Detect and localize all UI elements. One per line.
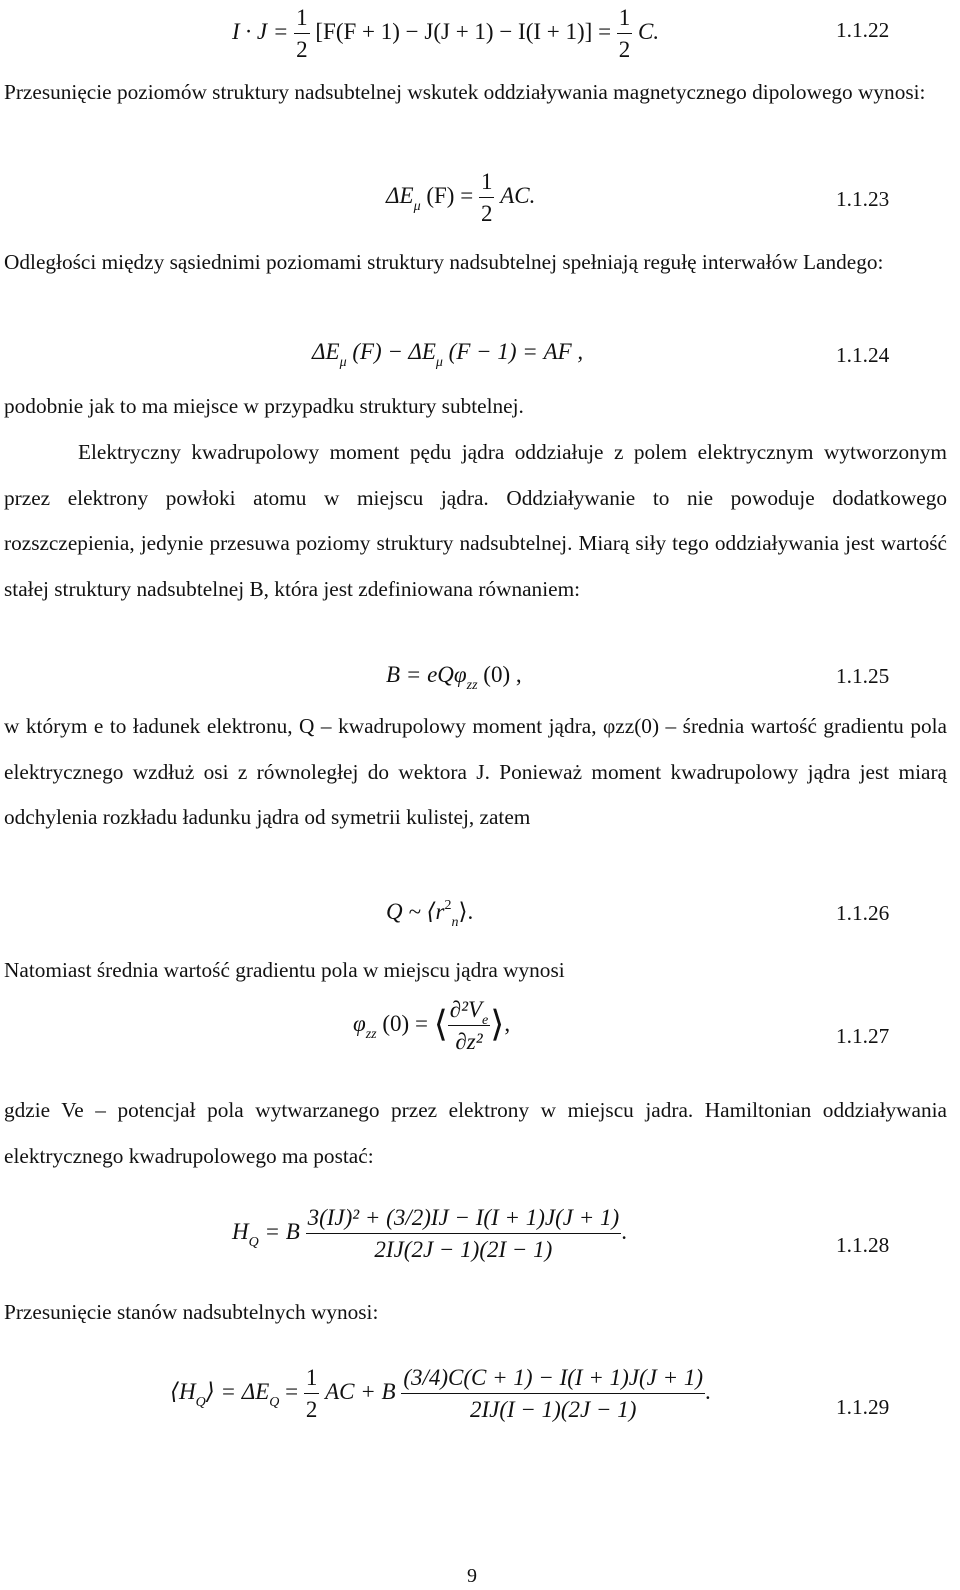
eq-number-1-1-29: 1.1.29 (836, 1395, 890, 1419)
eq22-rhs: C. (638, 18, 660, 44)
eq23-half-den: 2 (479, 197, 495, 225)
eq27-sub: zz (365, 1026, 377, 1042)
eq27-rangle: ⟩ (490, 1003, 505, 1044)
eq29-den: 2IJ(I − 1)(2J − 1) (401, 1393, 705, 1421)
eq23-half-num: 1 (480, 169, 493, 194)
eq23-mid: (F) = (426, 182, 474, 208)
page-number: 9 (467, 1565, 477, 1587)
eq28-lhs: H (232, 1218, 249, 1244)
equation-1-1-22 (232, 6, 659, 61)
eq23-half (479, 170, 495, 225)
paragraph-4: Elektryczny kwadrupolowy moment pędu jądra oddziałuje z polem elektrycznym wytworzonym przez elektrony powłoki atomu w miejscu jądra. Oddziaływanie to nie powoduje dodatkowego rozszczepienia, jedynie przesuwa poziomy struktury nadsubtelnej. Miarą siły tego oddziaływania jest wartość stałej struktury nadsubtelnej B, która jest zdefiniowana równaniem: (4, 440, 947, 601)
eq26-sub: n (451, 915, 459, 930)
eq27-lhs: φ (353, 1010, 366, 1036)
eq29-sub2: Q (269, 1394, 280, 1410)
paragraph-1: Przesunięcie poziomów struktury nadsubtelnej wskutek oddziaływania magnetycznego dipolowego wynosi: (4, 80, 926, 104)
eq28-sub: Q (248, 1234, 259, 1250)
eq24-t3: (F − 1) = AF , (448, 339, 584, 364)
eq-number-1-1-26: 1.1.26 (836, 901, 890, 925)
eq27-frac (448, 998, 491, 1053)
eq22-half2 (617, 6, 633, 61)
eq29-lhs: ⟨H (170, 1378, 196, 1404)
eq25-t2: (0) , (483, 662, 522, 687)
equation-1-1-28 (232, 1206, 627, 1261)
eq23-rhs: AC. (500, 182, 536, 208)
equation-1-1-26 (386, 898, 474, 930)
eq23-lhs: ΔE (386, 182, 414, 208)
eq-number-1-1-28: 1.1.28 (836, 1233, 890, 1257)
eq29-half-den: 2 (304, 1393, 320, 1421)
eq27-num-sub: e (482, 1013, 489, 1028)
eq26-t2: ⟩. (458, 899, 474, 924)
eq29-eq: = (285, 1378, 299, 1404)
equation-1-1-25 (386, 662, 522, 693)
eq24-t2: (F) − ΔE (352, 339, 436, 364)
eq24-s1: μ (339, 355, 347, 370)
eq29-half (304, 1366, 320, 1421)
eq-number-1-1-22: 1.1.22 (836, 18, 890, 42)
paragraph-8: Przesunięcie stanów nadsubtelnych wynosi: (4, 1300, 379, 1324)
eq27-mid: (0) = (382, 1010, 428, 1036)
eq22-lhs: I · J = (232, 18, 289, 44)
eq28-den: 2IJ(2J − 1)(2I − 1) (306, 1233, 622, 1261)
eq29-num: (3/4)C(C + 1) − I(I + 1)J(J + 1) (403, 1365, 704, 1390)
eq28-num: 3(IJ)² + (3/2)IJ − I(I + 1)J(J + 1) (307, 1205, 620, 1230)
eq29-half-num: 1 (305, 1365, 318, 1390)
eq29-sub: Q (195, 1394, 206, 1410)
eq25-sub: zz (466, 678, 478, 693)
eq24-s2: μ (435, 355, 443, 370)
eq-number-1-1-27: 1.1.27 (836, 1024, 890, 1048)
eq28-frac (306, 1206, 622, 1261)
eq22-half (294, 6, 310, 61)
eq-number-1-1-24: 1.1.24 (836, 343, 890, 367)
eq23-sub: μ (413, 198, 421, 214)
equation-1-1-27 (353, 998, 510, 1053)
eq27-num: ∂²V (449, 997, 483, 1022)
eq25-t1: B = eQφ (386, 662, 467, 687)
paragraph-3: podobnie jak to ma miejsce w przypadku struktury subtelnej. (4, 394, 524, 418)
eq22-half-num: 1 (296, 5, 308, 30)
eq26-t1: Q ~ ⟨r (386, 899, 445, 924)
eq22-half2-den: 2 (617, 33, 633, 61)
paragraph-7: gdzie Ve – potencjał pola wytwarzanego przez elektrony w miejscu jadra. Hamiltonian oddziaływania elektrycznego kwadrupolowego ma postać: (4, 1098, 947, 1168)
equation-1-1-24 (312, 339, 584, 370)
eq24-t1: ΔE (312, 339, 340, 364)
eq29-tail: . (705, 1378, 711, 1404)
eq-number-1-1-23: 1.1.23 (836, 187, 890, 211)
paragraph-5: w którym e to ładunek elektronu, Q – kwadrupolowy moment jądra, φzz(0) – średnia wartość gradientu pola elektrycznego wzdłuż osi z równoległej do wektora J. Ponieważ moment kwadrupolowy jądra jest miarą odchylenia rozkładu ładunku jądra od symetrii kulistej, zatem (4, 714, 947, 829)
eq22-half-den: 2 (294, 33, 310, 61)
eq29-frac (401, 1366, 705, 1421)
equation-1-1-23 (386, 170, 535, 225)
eq26-sup: 2 (444, 898, 452, 913)
eq28-tail: . (621, 1218, 627, 1244)
paragraph-6: Natomiast średnia wartość gradientu pola w miejscu jądra wynosi (4, 958, 565, 982)
eq27-tail: , (504, 1010, 511, 1036)
eq22-half2-num: 1 (618, 5, 631, 30)
eq27-den: ∂z² (448, 1025, 491, 1053)
eq28-mid: = B (264, 1218, 300, 1244)
paragraph-2: Odległości między sąsiednimi poziomami struktury nadsubtelnej spełniają regułę interwałów Landego: (4, 250, 884, 274)
eq-number-1-1-25: 1.1.25 (836, 664, 890, 688)
eq29-mid: ⟩ = ΔE (205, 1378, 270, 1404)
eq27-langle: ⟨ (433, 1003, 448, 1044)
equation-1-1-29 (170, 1366, 711, 1421)
eq29-ac: AC + B (325, 1378, 396, 1404)
eq22-bracket: [F(F + 1) − J(J + 1) − I(I + 1)] = (315, 18, 612, 44)
